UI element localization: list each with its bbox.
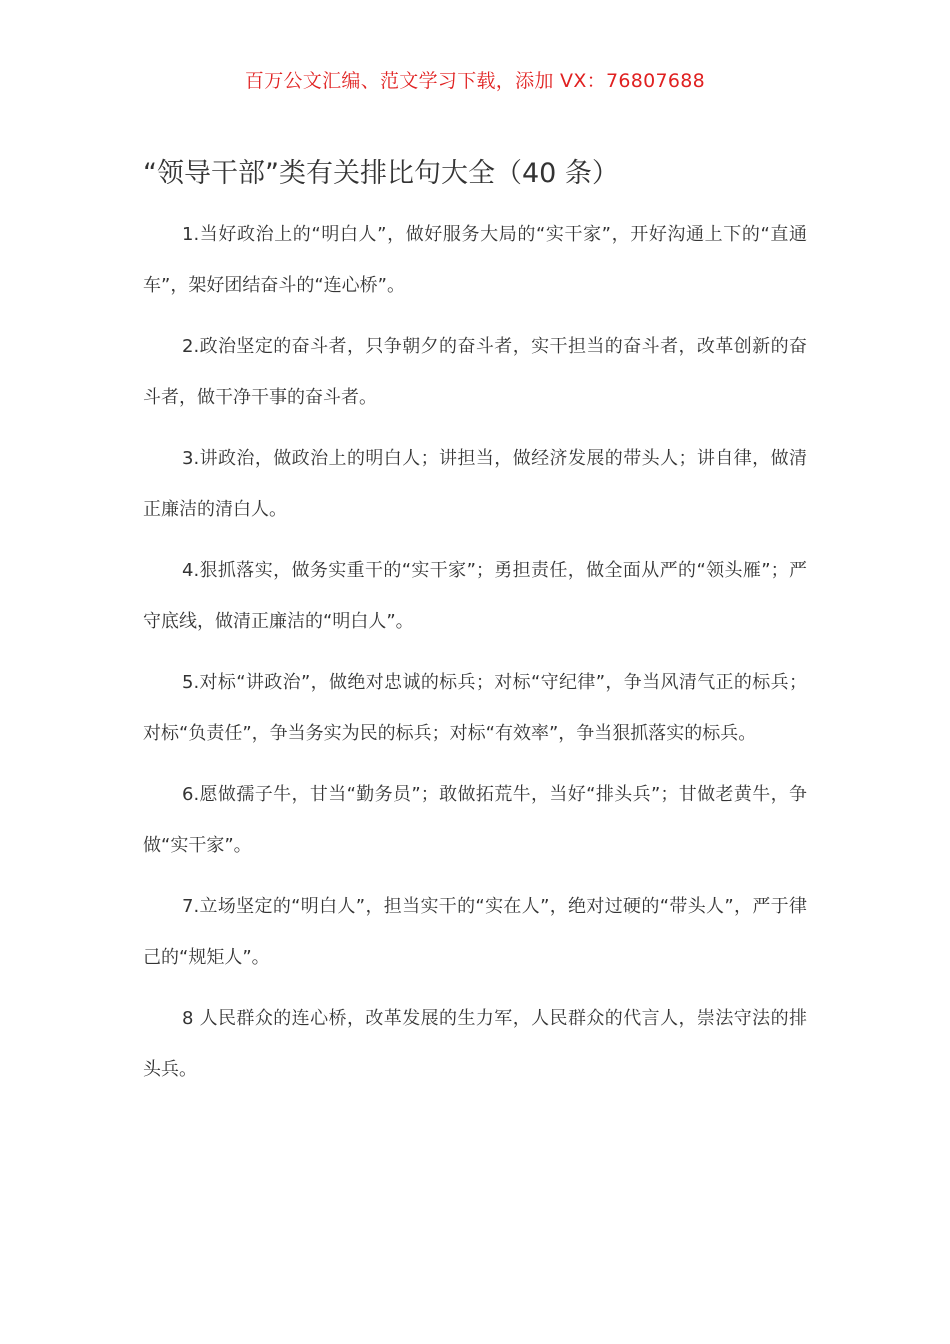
header-banner: 百万公文汇编、范文学习下载，添加 VX：76807688 [244,70,706,92]
list-item: 2.政治坚定的奋斗者，只争朝夕的奋斗者，实干担当的奋斗者，改革创新的奋斗者，做干净干事的奋斗者。 [143,336,807,408]
list-item: 4.狠抓落实，做务实重干的“实干家”；勇担责任，做全面从严的“领头雁”；严守底线，做清正廉洁的“明白人”。 [143,560,807,632]
list-item: 8 人民群众的连心桥，改革发展的生力军，人民群众的代言人，崇法守法的排头兵。 [143,1008,807,1080]
list-item: 7.立场坚定的“明白人”，担当实干的“实在人”，绝对过硬的“带头人”，严于律己的“规矩人”。 [143,896,807,968]
list-item: 3.讲政治，做政治上的明白人；讲担当，做经济发展的带头人；讲自律，做清正廉洁的清白人。 [143,448,807,520]
list-item: 1.当好政治上的“明白人”，做好服务大局的“实干家”，开好沟通上下的“直通车”，架好团结奋斗的“连心桥”。 [143,224,807,296]
list-item: 5.对标“讲政治”，做绝对忠诚的标兵；对标“守纪律”，争当风清气正的标兵；对标“负责任”，争当务实为民的标兵；对标“有效率”，争当狠抓落实的标兵。 [143,672,807,744]
list-item: 6.愿做孺子牛，甘当“勤务员”；敢做拓荒牛，当好“排头兵”；甘做老黄牛，争做“实干家”。 [143,784,807,856]
document-body [143,210,807,1106]
document-title: “领导干部”类有关排比句大全（40 条） [143,158,619,189]
